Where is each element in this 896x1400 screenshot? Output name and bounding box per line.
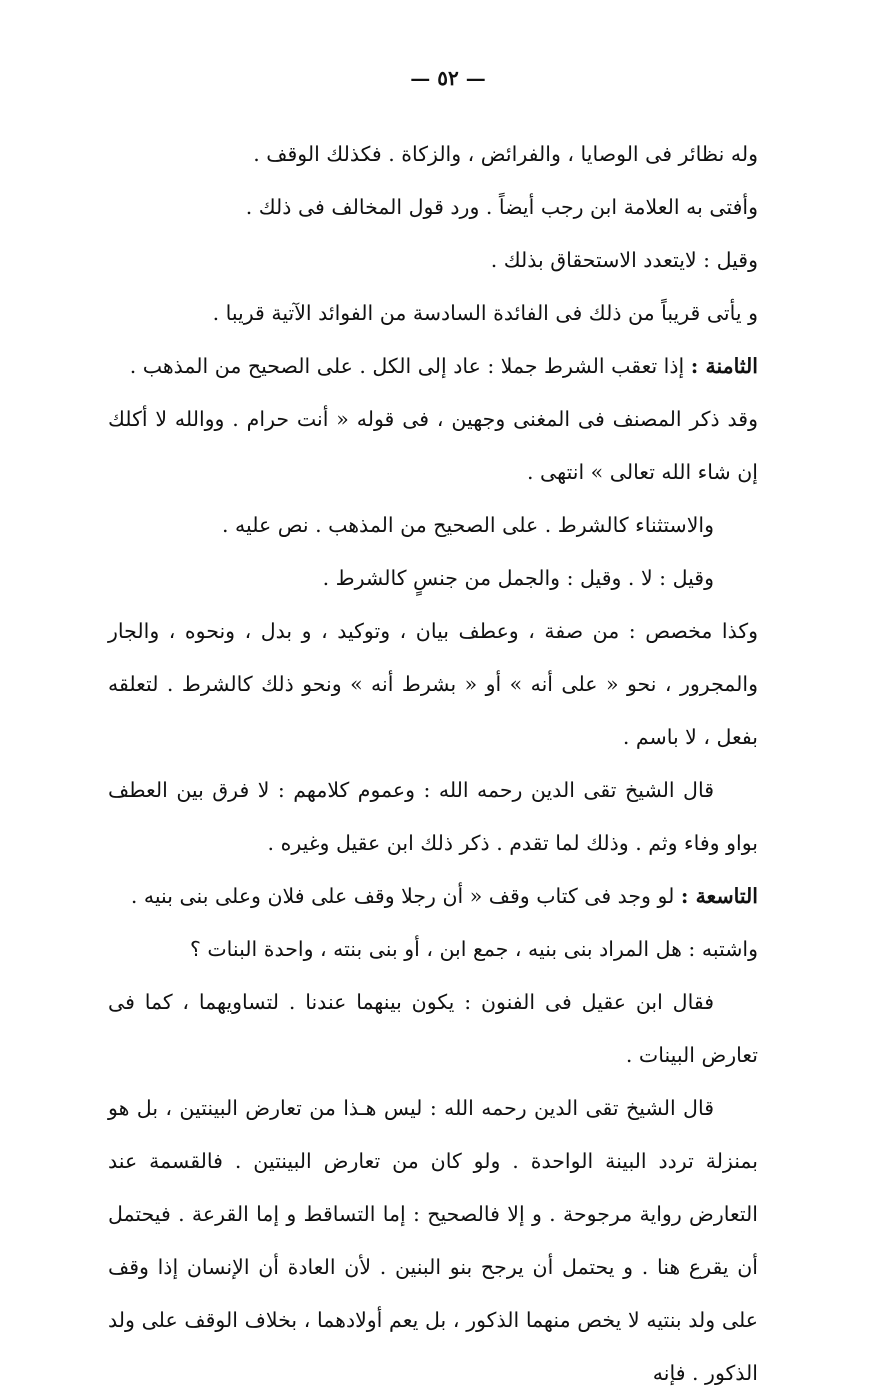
paragraph: قال الشيخ تقى الدين رحمه الله : وعموم كلامهم : لا فرق بين العطف بواو وفاء وثم . وذلك لما تقدم . ذكر ذلك ابن عقيل وغيره .	[108, 778, 758, 855]
paragraph-eighth-point	[108, 340, 758, 393]
paragraph: فقال ابن عقيل فى الفنون : يكون بينهما عندنا . لتساويهما ، كما فى تعارض البينات .	[108, 990, 758, 1067]
paragraph: وكذا مخصص : من صفة ، وعطف بيان ، وتوكيد ، و بدل ، ونحوه ، والجار والمجرور ، نحو « على أنه » أو « بشرط أنه » ونحو ذلك كالشرط . لتعلقه بفعل ، لا باسم .	[108, 619, 758, 749]
page-number: — ٥٢ —	[410, 66, 486, 90]
paragraph: و يأتى قريباً من ذلك فى الفائدة السادسة من الفوائد الآتية قريبا .	[212, 301, 758, 325]
paragraph-text: إذا تعقب الشرط جملا : عاد إلى الكل . على الصحيح من المذهب .	[129, 354, 685, 378]
paragraph: وقيل : لا . وقيل : والجمل من جنسٍ كالشرط .	[322, 566, 714, 590]
paragraph: وقد ذكر المصنف فى المغنى وجهين ، فى قوله « أنت حرام . ووالله لا أكلك إن شاء الله تعالى » انتهى .	[108, 407, 758, 484]
section-term-eighth: الثامنة :	[690, 354, 758, 378]
paragraph: واشتبه : هل المراد بنى بنيه ، جمع ابن ، أو بنى بنته ، واحدة البنات ؟	[189, 937, 758, 961]
section-term-ninth: التاسعة :	[680, 884, 758, 908]
paragraph: قال الشيخ تقى الدين رحمه الله : ليس هـذا من تعارض البينتين ، بل هو بمنزلة تردد البينة الواحدة . ولو كان من تعارض البينتين . فالقسمة عند التعارض رواية مرجوحة . و إلا فالصحيح : إما التساقط و إما القرعة . فيحتمل أن يقرع هنا . و يحتمل أن يرجح بنو البنين . لأن العادة أن الإنسان إذا وقف على ولد بنتيه لا يخص منهما الذكور ، بل يعم أولادهما ، بخلاف الوقف على ولد الذكور . فإنه	[108, 1096, 758, 1385]
paragraph-ninth-point	[108, 870, 758, 923]
paragraph: وقيل : لايتعدد الاستحقاق بذلك .	[490, 248, 758, 272]
paragraph: وله نظائر فى الوصايا ، والفرائض ، والزكاة . فكذلك الوقف .	[253, 142, 758, 166]
body-text	[108, 128, 758, 1400]
paragraph: والاستثناء كالشرط . على الصحيح من المذهب . نص عليه .	[222, 513, 714, 537]
paragraph: وأفتى به العلامة ابن رجب أيضاً . ورد قول المخالف فى ذلك .	[245, 195, 758, 219]
paragraph-text: لو وجد فى كتاب وقف « أن رجلا وقف على فلان وعلى بنى بنيه .	[130, 884, 675, 908]
